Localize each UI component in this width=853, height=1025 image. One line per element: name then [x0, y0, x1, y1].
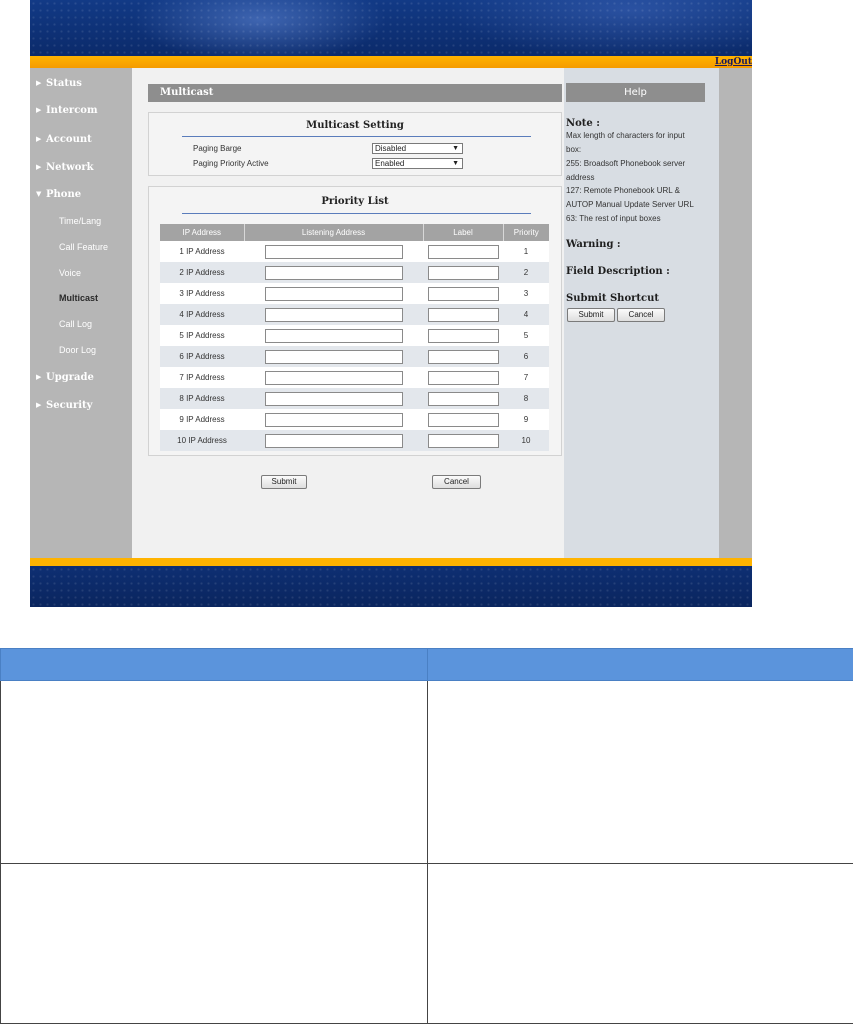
- sidebar-subitem-multicast[interactable]: Multicast: [59, 293, 99, 303]
- paging-barge-select[interactable]: [372, 143, 463, 154]
- priority-list-panel: [148, 186, 562, 456]
- listening-address-input[interactable]: [265, 392, 403, 406]
- ip-address-name: 8 IP Address: [160, 388, 244, 409]
- document-table-cell: [428, 681, 853, 864]
- table-row: [160, 388, 549, 409]
- page-title: Multicast: [148, 84, 562, 102]
- triangle-right-icon: ▶: [36, 162, 42, 171]
- warning-heading: Warning :: [566, 239, 621, 250]
- sidebar-subitem-time-lang[interactable]: Time/Lang: [59, 216, 102, 226]
- paging-priority-active-label: Paging Priority Active: [193, 159, 269, 168]
- sidebar-item-label: Status: [46, 78, 82, 89]
- document-table-header-row: [1, 649, 853, 681]
- priority-value: 3: [503, 283, 549, 304]
- header-banner: [30, 0, 752, 56]
- multicast-setting-panel: [148, 112, 562, 176]
- ip-address-name: 6 IP Address: [160, 346, 244, 367]
- ip-address-name: 7 IP Address: [160, 367, 244, 388]
- sidebar-item-network[interactable]: [36, 159, 94, 175]
- document-table-row: [1, 681, 853, 864]
- column-header-priority: Priority: [503, 224, 549, 241]
- document-table-row: [1, 864, 853, 1024]
- sidebar-subitem-call-feature[interactable]: Call Feature: [59, 242, 109, 252]
- sidebar: [30, 68, 132, 558]
- ip-address-name: 5 IP Address: [160, 325, 244, 346]
- main-content: [132, 68, 564, 558]
- header-accent-bar: [30, 56, 752, 68]
- document-table-cell: [428, 864, 853, 1024]
- column-header-label: Label: [423, 224, 503, 241]
- ip-address-name: 2 IP Address: [160, 262, 244, 283]
- help-note-line: Max length of characters for input: [566, 131, 685, 140]
- priority-value: 8: [503, 388, 549, 409]
- ip-address-name: 3 IP Address: [160, 283, 244, 304]
- document-table-header-cell: [1, 649, 428, 681]
- document-table-cell: [1, 864, 428, 1024]
- listening-address-input[interactable]: [265, 350, 403, 364]
- shortcut-cancel-button[interactable]: Cancel: [617, 308, 665, 322]
- paging-priority-active-select[interactable]: [372, 158, 463, 169]
- dropdown-arrow-icon: ▼: [452, 160, 459, 167]
- table-row: [160, 430, 549, 451]
- table-header-row: [160, 224, 549, 241]
- label-input[interactable]: [428, 371, 499, 385]
- triangle-down-icon: ▼: [36, 189, 42, 198]
- label-input[interactable]: [428, 287, 499, 301]
- priority-list-title: Priority List: [321, 196, 389, 207]
- help-note-line: box:: [566, 145, 582, 154]
- sidebar-subitem-door-log[interactable]: Door Log: [59, 345, 97, 355]
- web-ui-screenshot: [30, 0, 752, 607]
- footer-banner: [30, 558, 752, 607]
- sidebar-item-label: Intercom: [46, 105, 98, 116]
- column-header-ip-address: IP Address: [160, 224, 244, 241]
- listening-address-input[interactable]: [265, 371, 403, 385]
- document-table-cell: [1, 681, 428, 864]
- sidebar-item-account[interactable]: [36, 131, 92, 147]
- document-table-header-cell: [428, 649, 853, 681]
- submit-shortcut-heading: Submit Shortcut: [566, 293, 659, 304]
- cancel-button[interactable]: Cancel: [432, 475, 481, 489]
- listening-address-input[interactable]: [265, 287, 403, 301]
- table-row: [160, 346, 549, 367]
- submit-button[interactable]: Submit: [261, 475, 307, 489]
- priority-value: 10: [503, 430, 549, 451]
- sidebar-subitem-call-log[interactable]: Call Log: [59, 319, 93, 329]
- help-note-line: address: [566, 173, 595, 182]
- help-note-line: 255: Broadsoft Phonebook server: [566, 159, 686, 168]
- priority-value: 6: [503, 346, 549, 367]
- note-heading: Note :: [566, 118, 600, 129]
- logout-link[interactable]: LogOut: [714, 57, 752, 67]
- label-input[interactable]: [428, 392, 499, 406]
- label-input[interactable]: [428, 329, 499, 343]
- priority-value: 5: [503, 325, 549, 346]
- triangle-right-icon: ▶: [36, 372, 42, 381]
- divider: [182, 136, 531, 137]
- sidebar-item-label: Upgrade: [46, 372, 94, 383]
- priority-value: 2: [503, 262, 549, 283]
- table-row: [160, 409, 549, 430]
- label-input[interactable]: [428, 413, 499, 427]
- help-note-line: 63: The rest of input boxes: [566, 214, 661, 223]
- table-row: [160, 304, 549, 325]
- sidebar-item-upgrade[interactable]: [36, 369, 94, 385]
- priority-value: 7: [503, 367, 549, 388]
- priority-value: 4: [503, 304, 549, 325]
- column-header-listening-address: Listening Address: [244, 224, 423, 241]
- paging-priority-active-value: Enabled: [375, 159, 405, 168]
- ip-address-name: 1 IP Address: [160, 241, 244, 262]
- help-panel: [564, 68, 719, 558]
- sidebar-subitem-voice[interactable]: Voice: [59, 268, 82, 278]
- triangle-right-icon: ▶: [36, 105, 42, 114]
- help-note-line: AUTOP Manual Update Server URL: [566, 200, 694, 209]
- label-input[interactable]: [428, 266, 499, 280]
- shortcut-submit-button[interactable]: Submit: [567, 308, 615, 322]
- dropdown-arrow-icon: ▼: [452, 145, 459, 152]
- table-row: [160, 367, 549, 388]
- listening-address-input[interactable]: [265, 245, 403, 259]
- help-note-line: 127: Remote Phonebook URL &: [566, 186, 680, 195]
- paging-barge-value: Disabled: [375, 144, 407, 153]
- divider: [182, 213, 531, 214]
- field-description-heading: Field Description :: [566, 266, 670, 277]
- label-input[interactable]: [428, 245, 499, 259]
- listening-address-input[interactable]: [265, 266, 403, 280]
- listening-address-input[interactable]: [265, 413, 403, 427]
- document-table: [0, 648, 853, 1024]
- label-input[interactable]: [428, 434, 499, 448]
- sidebar-item-intercom[interactable]: [36, 102, 98, 118]
- table-row: [160, 262, 549, 283]
- ip-address-name: 9 IP Address: [160, 409, 244, 430]
- help-title: Help: [566, 83, 705, 102]
- paging-barge-label: Paging Barge: [193, 144, 242, 153]
- table-row: [160, 325, 549, 346]
- sidebar-item-label: Phone: [46, 189, 82, 200]
- listening-address-input[interactable]: [265, 329, 403, 343]
- priority-value: 9: [503, 409, 549, 430]
- listening-address-input[interactable]: [265, 308, 403, 322]
- label-input[interactable]: [428, 308, 499, 322]
- triangle-right-icon: ▶: [36, 134, 42, 143]
- triangle-right-icon: ▶: [36, 78, 42, 87]
- right-margin-strip: [719, 68, 752, 558]
- sidebar-item-phone[interactable]: [36, 186, 81, 202]
- sidebar-item-label: Network: [46, 162, 94, 173]
- priority-list-table: [160, 224, 549, 451]
- label-input[interactable]: [428, 350, 499, 364]
- sidebar-item-label: Security: [46, 400, 93, 411]
- ip-address-name: 4 IP Address: [160, 304, 244, 325]
- sidebar-item-label: Account: [46, 134, 92, 145]
- ip-address-name: 10 IP Address: [160, 430, 244, 451]
- priority-value: 1: [503, 241, 549, 262]
- table-row: [160, 241, 549, 262]
- sidebar-item-security[interactable]: [36, 397, 92, 413]
- listening-address-input[interactable]: [265, 434, 403, 448]
- triangle-right-icon: ▶: [36, 400, 42, 409]
- sidebar-item-status[interactable]: [36, 75, 82, 91]
- table-row: [160, 283, 549, 304]
- multicast-setting-title: Multicast Setting: [306, 120, 404, 131]
